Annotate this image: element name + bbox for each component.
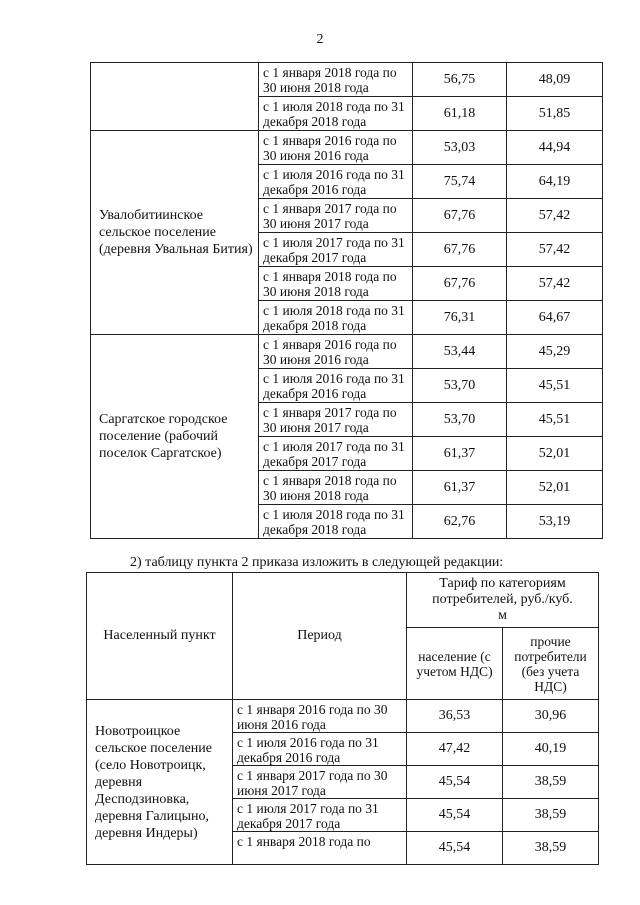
period-cell: с 1 января 2017 года по 30 июня 2017 года [259, 199, 413, 233]
other-tariff-cell: 53,19 [507, 505, 603, 539]
settlement-cell [91, 63, 259, 131]
other-tariff-cell: 45,51 [507, 403, 603, 437]
other-tariff-cell: 45,29 [507, 335, 603, 369]
period-cell: с 1 января 2017 года по 30 июня 2017 года [259, 403, 413, 437]
tariff-table-new [86, 572, 599, 865]
period-cell: с 1 января 2016 года по 30 июня 2016 года [233, 700, 407, 733]
period-cell: с 1 июля 2017 года по 31 декабря 2017 года [259, 437, 413, 471]
period-cell: с 1 июля 2016 года по 31 декабря 2016 года [233, 733, 407, 766]
table-row [91, 335, 603, 369]
other-tariff-cell: 57,42 [507, 199, 603, 233]
population-tariff-cell: 75,74 [413, 165, 507, 199]
population-tariff-cell: 61,18 [413, 97, 507, 131]
period-cell: с 1 июля 2018 года по 31 декабря 2018 года [259, 301, 413, 335]
table-row [87, 700, 599, 733]
population-tariff-cell: 62,76 [413, 505, 507, 539]
header-tariff: Тариф по категориям потребителей, руб./куб. м [407, 573, 599, 628]
period-cell: с 1 июля 2018 года по 31 декабря 2018 года [259, 505, 413, 539]
period-cell: с 1 июля 2016 года по 31 декабря 2016 года [259, 369, 413, 403]
settlement-cell: Саргатское городское поселение (рабочий поселок Саргатское) [91, 335, 259, 539]
population-tariff-cell: 45,54 [407, 799, 503, 832]
other-tariff-cell: 52,01 [507, 471, 603, 505]
settlement-cell: Новотроицкое сельское поселение (село Новотроицк, деревня Десподзиновка, деревня Галицыно, деревня Индеры) [87, 700, 233, 865]
header-other: прочие потребители (без учета НДС) [503, 628, 599, 700]
instruction-text: 2) таблицу пункта 2 приказа изложить в следующей редакции: [130, 555, 504, 570]
other-tariff-cell: 38,59 [503, 799, 599, 832]
tariff-table-continued [90, 62, 603, 539]
other-tariff-cell: 52,01 [507, 437, 603, 471]
other-tariff-cell: 38,59 [503, 832, 599, 865]
population-tariff-cell: 67,76 [413, 267, 507, 301]
period-cell: с 1 января 2018 года по 30 июня 2018 года [259, 267, 413, 301]
population-tariff-cell: 36,53 [407, 700, 503, 733]
population-tariff-cell: 56,75 [413, 63, 507, 97]
period-cell: с 1 января 2016 года по 30 июня 2016 года [259, 131, 413, 165]
population-tariff-cell: 76,31 [413, 301, 507, 335]
other-tariff-cell: 64,67 [507, 301, 603, 335]
header-place: Населенный пункт [87, 573, 233, 700]
other-tariff-cell: 44,94 [507, 131, 603, 165]
population-tariff-cell: 53,44 [413, 335, 507, 369]
population-tariff-cell: 61,37 [413, 437, 507, 471]
population-tariff-cell: 53,70 [413, 403, 507, 437]
period-cell: с 1 января 2016 года по 30 июня 2016 года [259, 335, 413, 369]
other-tariff-cell: 40,19 [503, 733, 599, 766]
population-tariff-cell: 47,42 [407, 733, 503, 766]
population-tariff-cell: 53,70 [413, 369, 507, 403]
population-tariff-cell: 67,76 [413, 233, 507, 267]
population-tariff-cell: 45,54 [407, 832, 503, 865]
period-cell: с 1 июля 2016 года по 31 декабря 2016 года [259, 165, 413, 199]
other-tariff-cell: 30,96 [503, 700, 599, 733]
period-cell: с 1 января 2017 года по 30 июня 2017 года [233, 766, 407, 799]
header-population: население (с учетом НДС) [407, 628, 503, 700]
population-tariff-cell: 67,76 [413, 199, 507, 233]
period-cell: с 1 июля 2017 года по 31 декабря 2017 года [259, 233, 413, 267]
population-tariff-cell: 45,54 [407, 766, 503, 799]
period-cell: с 1 июля 2018 года по 31 декабря 2018 года [259, 97, 413, 131]
other-tariff-cell: 48,09 [507, 63, 603, 97]
other-tariff-cell: 45,51 [507, 369, 603, 403]
other-tariff-cell: 38,59 [503, 766, 599, 799]
other-tariff-cell: 51,85 [507, 97, 603, 131]
period-cell: с 1 января 2018 года по 30 июня 2018 года [259, 471, 413, 505]
page-number: 2 [316, 32, 324, 47]
header-period: Период [233, 573, 407, 700]
other-tariff-cell: 64,19 [507, 165, 603, 199]
population-tariff-cell: 61,37 [413, 471, 507, 505]
other-tariff-cell: 57,42 [507, 267, 603, 301]
other-tariff-cell: 57,42 [507, 233, 603, 267]
period-cell: с 1 января 2018 года по [233, 832, 407, 865]
settlement-cell: Увалобитиинское сельское поселение (деревня Увальная Бития) [91, 131, 259, 335]
table-row [91, 63, 603, 97]
period-cell: с 1 июля 2017 года по 31 декабря 2017 года [233, 799, 407, 832]
population-tariff-cell: 53,03 [413, 131, 507, 165]
table-row [91, 131, 603, 165]
period-cell: с 1 января 2018 года по 30 июня 2018 года [259, 63, 413, 97]
